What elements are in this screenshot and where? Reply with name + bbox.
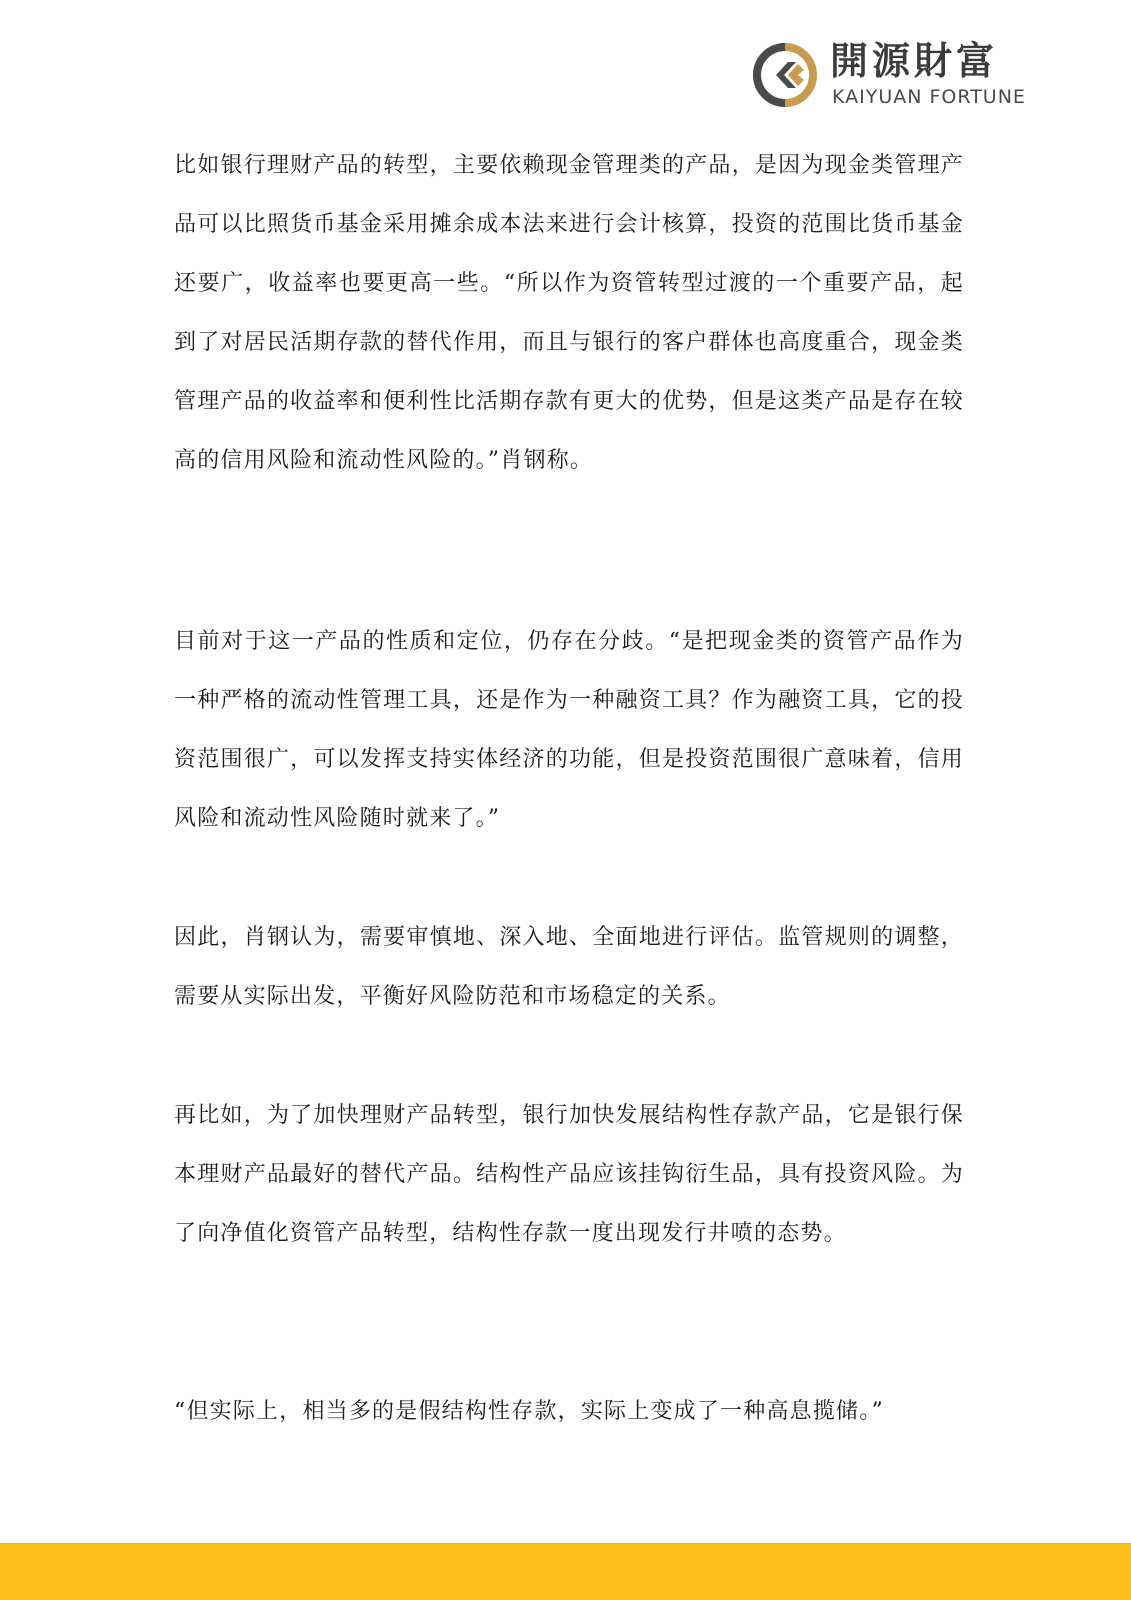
paragraph-1: 比如银行理财产品的转型，主要依赖现金管理类的产品，是因为现金类管理产品可以比照货币基金采用摊余成本法来进行会计核算，投资的范围比货币基金还要广，收益率也要更高一些。“所以作为资管转型过渡的一个重要产品，起到了对居民活期存款的替代作用，而且与银行的客户群体也高度重合，现金类管理产品的收益率和便利性比活期存款有更大的优势，但是这类产品是存在较高的信用风险和流动性风险的。”肖钢称。 [174, 153, 964, 473]
kaiyuan-fortune-logo [752, 40, 1042, 110]
logo-english-name: KAIYUAN FORTUNE [832, 86, 1026, 108]
logo-chinese-name: 開源財富 [830, 39, 999, 83]
kaiyuan-logo-icon [752, 42, 818, 108]
paragraph-2: 目前对于这一产品的性质和定位，仍存在分歧。“是把现金类的资管产品作为一种严格的流动性管理工具，还是作为一种融资工具？作为融资工具，它的投资范围很广，可以发挥支持实体经济的功能，但是投资范围很广意味着，信用风险和流动性风险随时就来了。” [174, 629, 964, 831]
paragraph-5: “但实际上，相当多的是假结构性存款，实际上变成了一种高息揽储。” [174, 1399, 884, 1424]
paragraph-3: 因此，肖钢认为，需要审慎地、深入地、全面地进行评估。监管规则的调整，需要从实际出发，平衡好风险防范和市场稳定的关系。 [174, 925, 964, 1009]
paragraph-4: 再比如，为了加快理财产品转型，银行加快发展结构性存款产品，它是银行保本理财产品最好的替代产品。结构性产品应该挂钩衍生品，具有投资风险。为了向净值化资管产品转型，结构性存款一度出现发行井喷的态势。 [174, 1103, 964, 1246]
footer-color-bar [0, 1543, 1131, 1600]
